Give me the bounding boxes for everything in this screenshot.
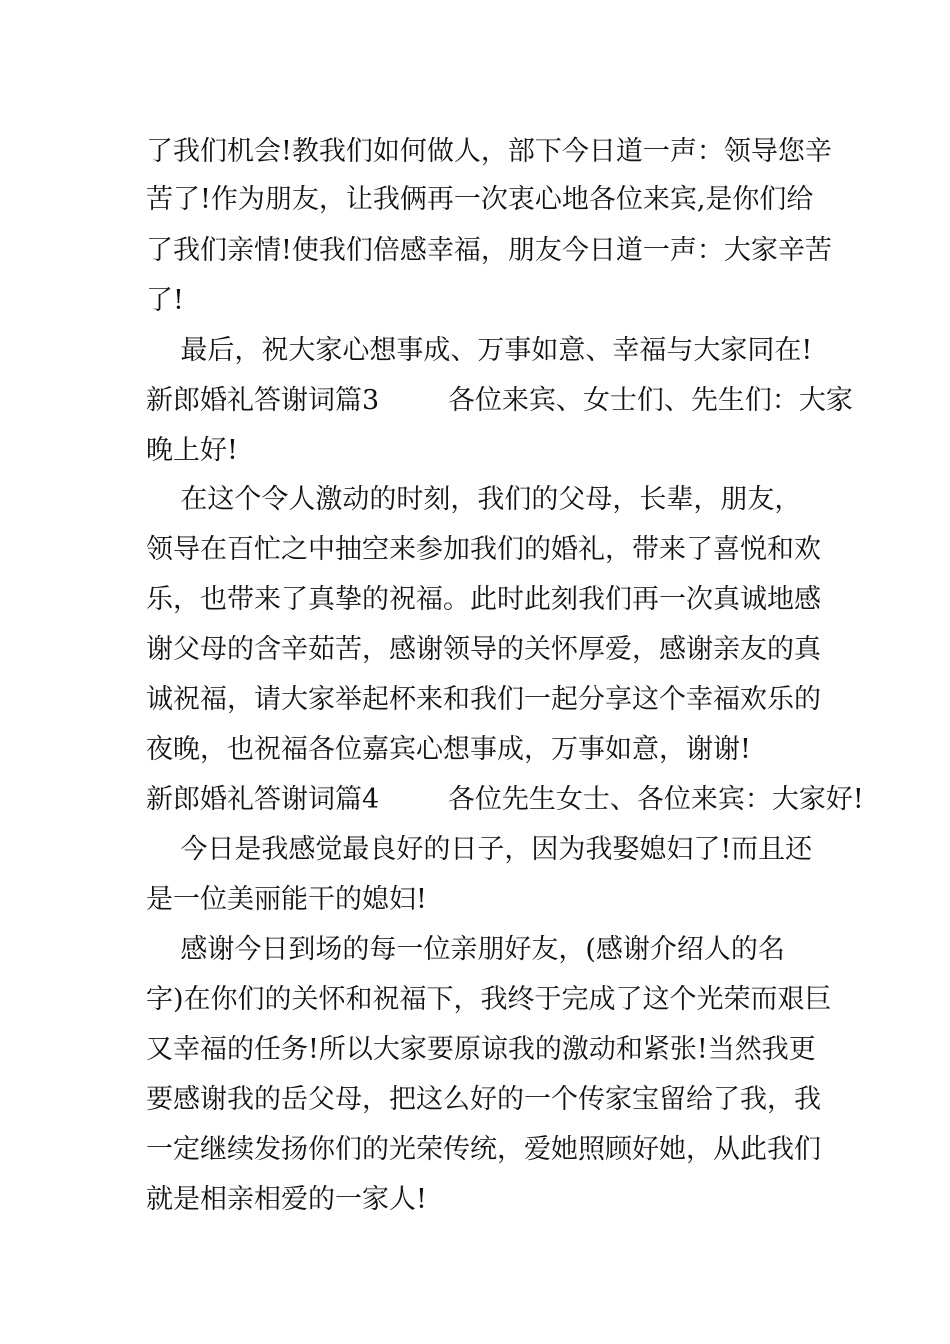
- text-line: 字)在你们的关怀和祝福下，我终于完成了这个光荣而艰巨: [146, 984, 832, 1015]
- text-line: 一定继续发扬你们的光荣传统，爱她照顾好她，从此我们: [146, 1134, 821, 1165]
- text-line: 在这个令人激动的时刻，我们的父母，长辈，朋友，: [146, 484, 802, 515]
- text-line: 就是相亲相爱的一家人!: [146, 1184, 427, 1215]
- text-line: 夜晚，也祝福各位嘉宾心想事成，万事如意，谢谢!: [146, 734, 751, 765]
- text-line: 要感谢我的岳父母，把这么好的一个传家宝留给了我，我: [146, 1084, 821, 1115]
- text-line: 又幸福的任务!所以大家要原谅我的激动和紧张!当然我更: [146, 1034, 816, 1065]
- text-line: 最后，祝大家心想事成、万事如意、幸福与大家同在!: [146, 335, 813, 366]
- text-line: 领导在百忙之中抽空来参加我们的婚礼，带来了喜悦和欢: [146, 534, 821, 565]
- text-line: 乐，也带来了真挚的祝福。此时此刻我们再一次真诚地感: [146, 584, 821, 615]
- section-heading-line: 新郎婚礼答谢词篇4 各位先生女士、各位来宾：大家好!: [146, 784, 864, 815]
- section-heading-line: 新郎婚礼答谢词篇3 各位来宾、女士们、先生们：大家: [146, 385, 853, 416]
- text-line: 是一位美丽能干的媳妇!: [146, 884, 427, 915]
- text-line: 了我们机会!教我们如何做人，部下今日道一声：领导您辛: [146, 136, 832, 167]
- text-line: 今日是我感觉最良好的日子，因为我娶媳妇了!而且还: [146, 834, 813, 865]
- text-line: 了!: [146, 285, 184, 316]
- text-line: 苦了!作为朋友，让我俩再一次衷心地各位来宾,是你们给: [146, 184, 814, 215]
- text-line: 感谢今日到场的每一位亲朋好友，(感谢介绍人的名: [146, 934, 785, 965]
- text-line: 谢父母的含辛茹苦，感谢领导的关怀厚爱，感谢亲友的真: [146, 634, 821, 665]
- text-line: 晚上好!: [146, 435, 238, 466]
- text-line: 了我们亲情!使我们倍感幸福，朋友今日道一声：大家辛苦: [146, 235, 832, 266]
- text-line: 诚祝福，请大家举起杯来和我们一起分享这个幸福欢乐的: [146, 684, 821, 715]
